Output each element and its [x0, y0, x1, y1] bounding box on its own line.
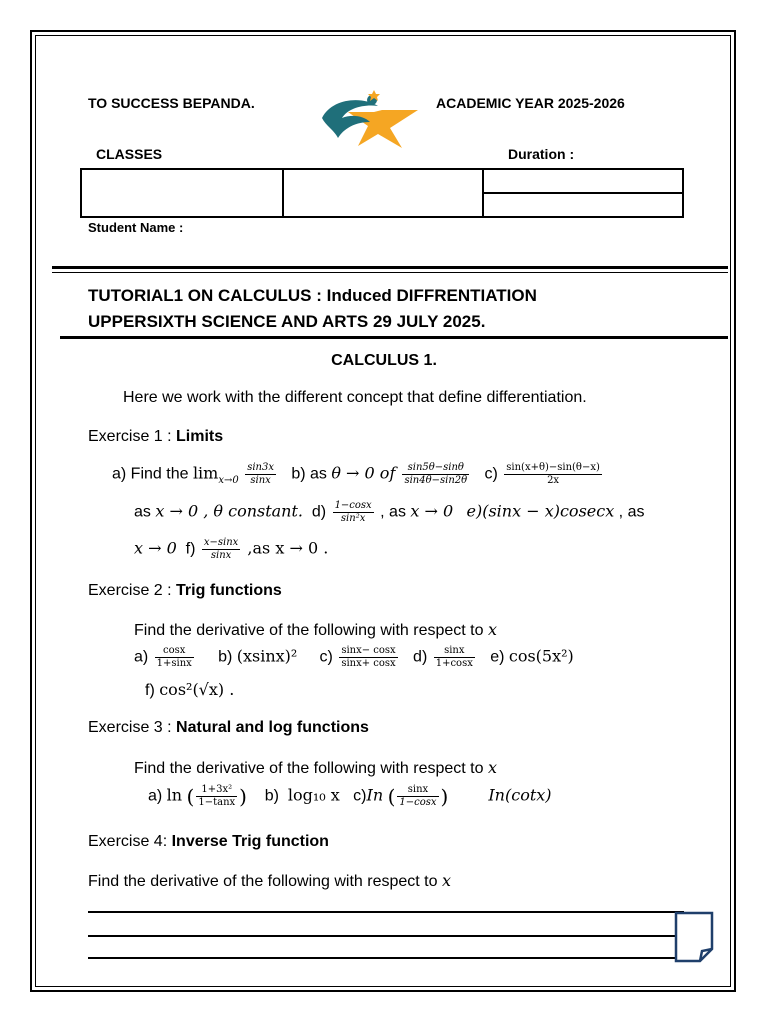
- ex1-f-den: sinx: [210, 550, 232, 561]
- exercise2-prefix: Exercise 2 :: [88, 582, 177, 599]
- ex1-e-expr: e)(sinx − x)cosecx: [466, 501, 615, 521]
- ex3-a-label: a): [148, 787, 167, 805]
- ex2-c-den: sinx+ cosx: [341, 658, 396, 669]
- ex1-b-expr: θ → 0 of: [331, 463, 401, 483]
- ex1-b-fraction: [402, 462, 469, 487]
- exercise1-line3: [134, 537, 328, 562]
- title-rule: [60, 336, 728, 339]
- tutorial-title-line2: UPPERSIXTH SCIENCE AND ARTS 29 JULY 2025.: [88, 312, 486, 331]
- ex2-b-label: b): [218, 648, 237, 666]
- ex1-line2-expr: x → 0 , θ constant.: [155, 501, 303, 521]
- ex2-d-fraction: [434, 645, 475, 670]
- table-divider: [282, 170, 284, 216]
- exercise1-line1: [112, 462, 604, 487]
- student-name-label: Student Name :: [88, 220, 184, 235]
- ex1-d-expr: x → 0: [410, 501, 454, 521]
- ex3-b-label: b): [264, 787, 284, 805]
- ex3-c-fraction: [397, 784, 438, 809]
- ex1-d-num: 1−cosx: [334, 500, 372, 511]
- ex1-b-den: sin4θ−sin2θ: [404, 475, 468, 486]
- exercise1-name: Limits: [176, 428, 224, 445]
- ex2-b-expr: (xsinx)²: [236, 646, 298, 666]
- ex2-d-den: 1+cosx: [435, 658, 473, 669]
- ex3-a-fn: ln: [166, 785, 183, 805]
- ex1-c-den: 2x: [547, 475, 560, 486]
- ex2-a-num: cosx: [155, 645, 194, 658]
- exercise4-heading: [88, 833, 329, 851]
- ex1-c-num: sin(x+θ)−sin(θ−x): [506, 462, 600, 473]
- exercise4-prefix: Exercise 4:: [88, 833, 172, 850]
- header-rule: [52, 272, 728, 273]
- ex1-d-den: sin²x: [340, 513, 366, 524]
- ex1-f-tail: ,as x → 0 .: [242, 538, 329, 558]
- ex1-d-as: , as: [375, 503, 411, 521]
- ex2-a-label: a): [134, 648, 153, 666]
- ex1-a-num: sin3x: [247, 462, 274, 473]
- school-name: TO SUCCESS BEPANDA.: [88, 95, 255, 111]
- ex2-c-label: c): [319, 648, 338, 666]
- page-corner-icon: [674, 911, 714, 963]
- exercise2-item-f: [145, 680, 234, 700]
- ex1-as-label: as: [134, 503, 156, 521]
- ex1-f-label: f): [185, 540, 200, 558]
- exercise4-name: Inverse Trig function: [171, 833, 329, 850]
- duration-label: Duration :: [508, 146, 575, 162]
- ex3-d-expr: In(cotx): [488, 785, 552, 805]
- ex3-c-fn: In: [366, 785, 384, 805]
- exercise3-instruction: [134, 758, 497, 778]
- ex3-a-fraction: [196, 784, 237, 809]
- exercise1-heading: [88, 428, 223, 446]
- exercise4-instruction: [88, 871, 451, 891]
- footer-rule: [88, 957, 684, 959]
- ex1-a-sub: x→0: [218, 474, 239, 486]
- ex1-d-fraction: [333, 500, 374, 525]
- ex3-a-den: 1−tanx: [198, 797, 236, 808]
- exercise2-name: Trig functions: [176, 582, 282, 599]
- ex3-c-label: c): [353, 787, 367, 805]
- ex3-c-den: 1−cosx: [399, 797, 437, 808]
- ex2-f-label: f): [145, 682, 160, 699]
- ex1-e-as: , as: [614, 503, 645, 521]
- exercise2-items: [134, 645, 574, 670]
- ex3-a-num: 1+3x²: [196, 784, 237, 797]
- ex3-instruction-text: Find the derivative of the following with respect to: [134, 760, 488, 777]
- exercise3-name: Natural and log functions: [176, 719, 369, 736]
- ex2-d-num: sinx: [434, 645, 475, 658]
- ex1-c-label: c): [484, 465, 503, 483]
- ex1-c-fraction: [504, 462, 602, 487]
- section-title: CALCULUS 1.: [331, 352, 437, 369]
- exercise3-prefix: Exercise 3 :: [88, 719, 177, 736]
- ex1-b-label: b) as: [291, 465, 332, 483]
- header-table: [80, 168, 684, 218]
- exercise1-prefix: Exercise 1 :: [88, 428, 177, 445]
- ex2-e-expr: cos(5x²): [508, 646, 574, 666]
- header-rule: [52, 266, 728, 269]
- ex1-b-num: sin5θ−sinθ: [402, 462, 469, 475]
- ex2-c-num: sinx− cosx: [341, 645, 396, 656]
- ex4-var: x: [441, 871, 451, 890]
- exercise3-items: a) ln ( $\frac{\text{1+3x²}}{1-\tan x}$ ) b) log₁₀ x c)In ( $\frac{\sin x}{1-\cos x}$ ) In(cotx): [148, 784, 552, 809]
- school-logo-icon: [312, 88, 424, 152]
- classes-label: CLASSES: [96, 146, 163, 162]
- ex3-var: x: [487, 758, 497, 777]
- academic-year: ACADEMIC YEAR 2025-2026: [436, 95, 625, 111]
- table-divider: [484, 192, 682, 194]
- ex3-c-num: sinx: [397, 784, 438, 797]
- ex2-d-label: d): [413, 648, 432, 666]
- ex2-instruction-text: Find the derivative of the following with respect to: [134, 622, 488, 639]
- intro-text: Here we work with the different concept that define differentiation.: [123, 389, 587, 406]
- ex4-instruction-text: Find the derivative of the following with respect to: [88, 873, 442, 890]
- ex2-f-expr: cos²(√x) .: [159, 680, 235, 699]
- ex3-b-expr: log₁₀ x: [287, 785, 340, 805]
- ex1-f-fraction: [202, 537, 240, 562]
- exercise2-instruction: [134, 620, 497, 640]
- ex2-var: x: [487, 620, 497, 639]
- ex1-a-fraction: [245, 462, 276, 487]
- ex1-a-den: sinx: [250, 475, 271, 486]
- ex1-d-label: d): [311, 503, 331, 521]
- tutorial-title-line1: TUTORIAL1 ON CALCULUS : Induced DIFFRENTIATION: [88, 286, 537, 305]
- ex2-a-fraction: [155, 645, 194, 670]
- ex2-e-label: e): [490, 648, 509, 666]
- ex1-a-label: a) Find the: [112, 465, 193, 483]
- exercise2-heading: [88, 582, 282, 600]
- ex2-a-den: 1+sinx: [156, 658, 192, 669]
- ex1-a-lim: lim: [192, 463, 219, 483]
- footer-rule: [88, 935, 684, 937]
- ex2-c-fraction: [339, 645, 397, 670]
- ex1-line3-expr: x → 0: [134, 538, 177, 558]
- exercise3-heading: [88, 719, 369, 737]
- ex1-f-num: x−sinx: [203, 537, 239, 548]
- footer-rule: [88, 911, 684, 913]
- exercise1-line2: [134, 500, 644, 525]
